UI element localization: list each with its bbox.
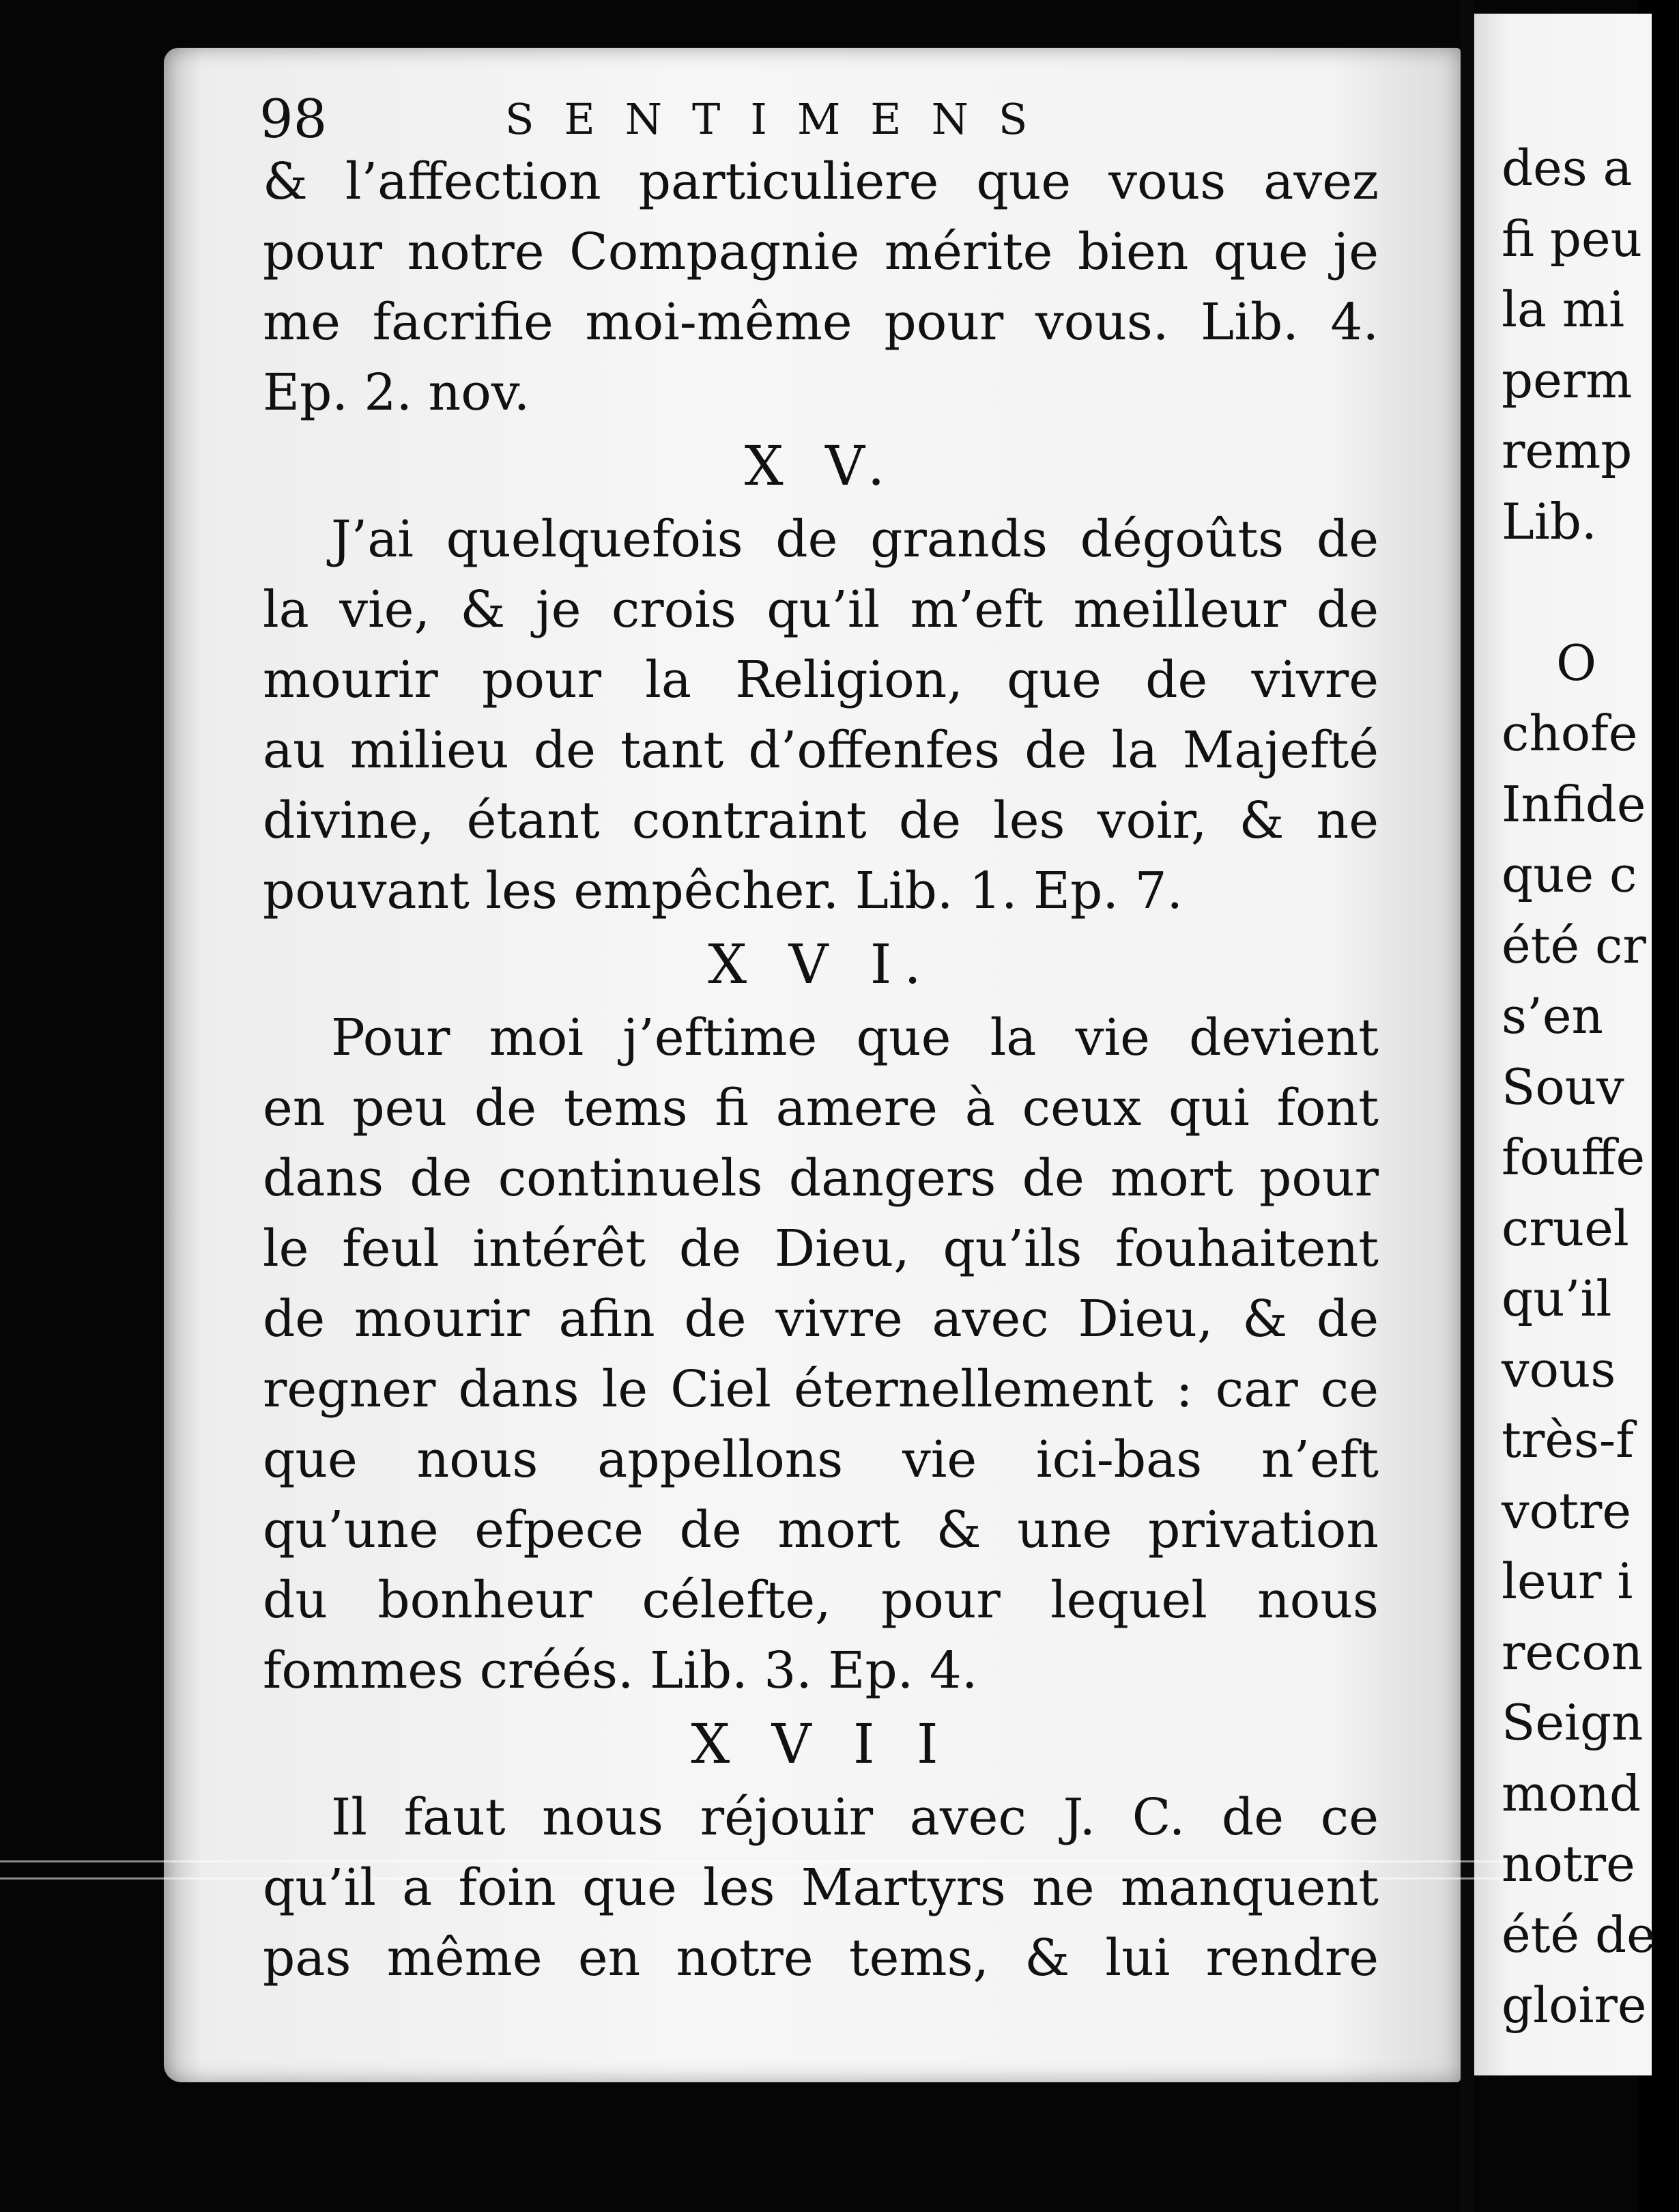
right-page-text-line: gloire — [1502, 1976, 1647, 2034]
text-line: divine, étant contraint de les voir, & ne — [263, 791, 1379, 850]
text-line: regner dans le Ciel éternellement : car ce — [263, 1360, 1379, 1419]
right-page-text-line: des a — [1502, 139, 1633, 197]
right-page-text-line: Seign — [1502, 1694, 1644, 1751]
text-line: que nous appellons vie ici-bas n’eft — [263, 1430, 1379, 1489]
running-title: SENTIMENS — [505, 94, 1058, 144]
text-line: & l’affection particuliere que vous avez — [263, 152, 1379, 211]
right-page-text-line: fi peu — [1502, 210, 1642, 268]
text-line: me facrifie moi-même pour vous. Lib. 4. — [263, 293, 1379, 352]
right-page-text-line: que c — [1502, 846, 1637, 903]
text-line: fommes créés. Lib. 3. Ep. 4. — [263, 1641, 978, 1700]
right-page-text-line: la mi — [1502, 281, 1625, 338]
right-page-text-line: leur i — [1502, 1552, 1633, 1610]
text-line: de mourir afin de vivre avec Dieu, & de — [263, 1290, 1379, 1348]
book-gutter — [1461, 0, 1474, 2212]
right-page-text-line: Lib. — [1502, 492, 1597, 550]
text-line: le feul intérêt de Dieu, qu’ils fouhaitent — [263, 1219, 1379, 1278]
right-page-text-line: Souv — [1502, 1058, 1624, 1116]
right-page-text-line: remp — [1502, 422, 1633, 479]
text-line: Ep. 2. nov. — [263, 363, 530, 422]
text-line: J’ai quelquefois de grands dégoûts de — [331, 510, 1379, 569]
text-line: mourir pour la Religion, que de vivre — [263, 651, 1379, 709]
text-line: Il faut nous réjouir avec J. C. de ce — [331, 1788, 1379, 1847]
text-line: pour notre Compagnie mérite bien que je — [263, 223, 1379, 281]
right-page-text-line: notre — [1502, 1835, 1635, 1892]
text-line: pas même en notre tems, & lui rendre — [263, 1929, 1379, 1987]
right-page-text-line: cruel — [1502, 1199, 1629, 1257]
right-page-text-line: perm — [1502, 351, 1633, 409]
text-line: pouvant les empêcher. Lib. 1. Ep. 7. — [263, 862, 1183, 920]
right-page-text-line: s’en — [1502, 987, 1603, 1045]
right-page-text-line: Infide — [1502, 775, 1646, 833]
section-heading-xv: X V. — [744, 434, 898, 498]
section-heading-xvi: X V I. — [708, 933, 934, 996]
right-page-text-line: O — [1556, 634, 1597, 692]
page-number: 98 — [259, 89, 328, 150]
text-line: dans de continuels dangers de mort pour — [263, 1149, 1379, 1208]
text-line: qu’une efpece de mort & une privation — [263, 1501, 1379, 1559]
right-page-text-line: été cr — [1502, 916, 1646, 974]
right-page-text-line: votre — [1502, 1481, 1631, 1540]
right-page-text-line: été de — [1502, 1905, 1656, 1963]
right-page-text-line: très-f — [1502, 1411, 1634, 1469]
text-line: la vie, & je crois qu’il m’eft meilleur de — [263, 580, 1379, 639]
text-line: en peu de tems fi amere à ceux qui font — [263, 1079, 1379, 1137]
right-page-text-line: mond — [1502, 1764, 1641, 1822]
section-heading-xvii: X V I I — [691, 1712, 951, 1776]
text-line: qu’il a foin que les Martyrs ne manquent — [263, 1858, 1379, 1917]
text-line: du bonheur célefte, pour lequel nous — [263, 1571, 1379, 1630]
text-line: Pour moi j’eftime que la vie devient — [331, 1008, 1379, 1067]
text-line: au milieu de tant d’offenfes de la Majefté — [263, 721, 1379, 780]
right-page-text-line: recon — [1502, 1623, 1644, 1681]
left-page-text — [263, 147, 1379, 1994]
right-page-text-line: fouffe — [1502, 1129, 1646, 1186]
right-page-text — [1502, 133, 1679, 2041]
right-page-text-line: chofe — [1502, 705, 1638, 762]
right-page-text-line: qu’il — [1502, 1270, 1612, 1327]
page-header — [259, 89, 1365, 150]
right-page-text-line: vous — [1502, 1340, 1616, 1398]
right-page-text-line — [1502, 557, 1679, 628]
